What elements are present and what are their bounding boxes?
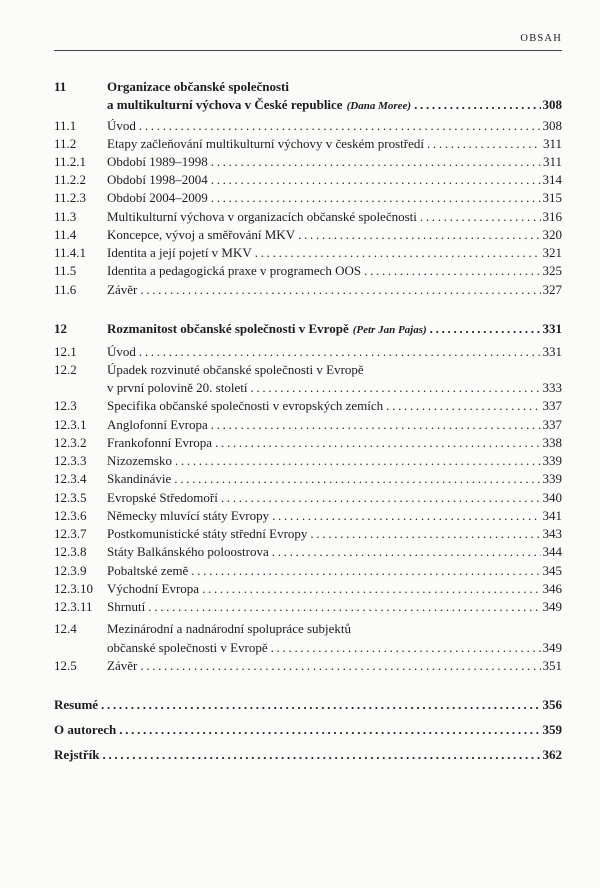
- dot-leader: [211, 189, 541, 207]
- toc-entry: [54, 320, 562, 338]
- section-title: Shrnutí: [107, 599, 146, 614]
- section-title: Organizace občanské společnosti: [107, 79, 289, 94]
- entry-body: [107, 416, 562, 434]
- section-number: 11.2: [54, 136, 77, 151]
- entry-body: [107, 470, 562, 488]
- section-title: Státy Balkánského poloostrova: [107, 544, 269, 559]
- toc-entry: [54, 171, 562, 189]
- entry-body: [107, 489, 562, 507]
- entry-body: [107, 189, 562, 207]
- section-title: Postkomunistické státy střední Evropy: [107, 526, 308, 541]
- toc-entry: [54, 262, 562, 280]
- page-number: 359: [542, 722, 562, 737]
- header-label: OBSAH: [520, 33, 562, 44]
- section-title: občanské společnosti v Evropě: [107, 640, 268, 655]
- entry-body: [54, 746, 562, 764]
- entry-body: [107, 657, 562, 675]
- section-title: O autorech: [54, 722, 117, 737]
- entry-body: [107, 598, 562, 616]
- section-number: 12: [54, 321, 67, 336]
- entry-body: [107, 244, 562, 262]
- dot-leader: [255, 244, 541, 262]
- entry-body: [54, 721, 562, 739]
- section-number: 12.4: [54, 621, 77, 636]
- section-number: 11.6: [54, 282, 77, 297]
- dot-leader: [221, 489, 541, 507]
- entry-body: [107, 262, 562, 280]
- dot-leader: [140, 657, 540, 675]
- page-number: 333: [542, 380, 562, 395]
- toc-entry: [54, 117, 562, 135]
- dot-leader: [386, 397, 540, 415]
- dot-leader: [215, 434, 540, 452]
- dot-leader: [119, 721, 540, 739]
- page-number: 339: [542, 453, 562, 468]
- section-number: 12.3.8: [54, 544, 87, 559]
- section-number: 11.2.3: [54, 190, 87, 205]
- page-number: 337: [542, 398, 562, 413]
- toc-entry: [54, 746, 562, 764]
- toc-entry: [54, 361, 562, 379]
- page-number: 311: [542, 136, 562, 151]
- section-title: a multikulturní výchova v České republice: [107, 97, 343, 112]
- page-number: 315: [542, 190, 562, 205]
- section-number: 12.1: [54, 344, 77, 359]
- section-title: Úvod: [107, 118, 136, 133]
- section-title: Rozmanitost občanské společnosti v Evropě: [107, 321, 349, 336]
- section-title: Úvod: [107, 344, 136, 359]
- toc-entry: [54, 416, 562, 434]
- section-title: Úpadek rozvinuté občanské společnosti v Evropě: [107, 362, 364, 377]
- section-title: Východní Evropa: [107, 581, 200, 596]
- toc-entry: [54, 580, 562, 598]
- section-title: Závěr: [107, 282, 138, 297]
- chapter-author: (Petr Jan Pajas): [352, 324, 427, 336]
- section-number: 11.4.1: [54, 245, 87, 260]
- page-number: 325: [542, 263, 562, 278]
- page-number: 337: [542, 417, 562, 432]
- dot-leader: [430, 320, 541, 338]
- page-number: 338: [542, 435, 562, 450]
- section-title: Období 1998–2004: [107, 172, 208, 187]
- entry-body: [107, 525, 562, 543]
- toc-entry: [54, 434, 562, 452]
- dot-leader: [250, 379, 540, 397]
- toc-entry: [54, 507, 562, 525]
- entry-body: [107, 397, 562, 415]
- dot-leader: [175, 452, 541, 470]
- page-number: 331: [542, 321, 562, 336]
- entry-body: [107, 452, 562, 470]
- dot-leader: [272, 543, 541, 561]
- entry-body: [107, 153, 562, 171]
- entry-body: [107, 562, 562, 580]
- entry-body: [107, 620, 562, 638]
- section-title: v první polovině 20. století: [107, 380, 248, 395]
- toc-entry: [54, 470, 562, 488]
- page-number: 362: [542, 747, 562, 762]
- page-number: 321: [542, 245, 562, 260]
- dot-leader: [139, 343, 541, 361]
- section-title: Evropské Středomoří: [107, 490, 218, 505]
- section-number: 11.1: [54, 118, 77, 133]
- toc-entry: [54, 153, 562, 171]
- toc-entry: [54, 598, 562, 616]
- page-number: 340: [542, 490, 562, 505]
- section-number: 12.3.9: [54, 563, 87, 578]
- section-title: Identita a její pojetí v MKV: [107, 245, 252, 260]
- page-number: 349: [542, 640, 562, 655]
- dot-leader: [211, 153, 541, 171]
- dot-leader: [414, 96, 540, 114]
- toc-entry: [54, 489, 562, 507]
- page-number: 345: [542, 563, 562, 578]
- section-title: Identita a pedagogická praxe v programech OOS: [107, 263, 362, 278]
- entry-body: [107, 434, 562, 452]
- running-header: [54, 30, 562, 51]
- entry-body: [107, 343, 562, 361]
- page-number: 311: [542, 154, 562, 169]
- dot-leader: [101, 696, 540, 714]
- dot-leader: [298, 226, 540, 244]
- entry-body: [107, 208, 562, 226]
- section-number: 12.3: [54, 398, 77, 413]
- entry-body: [107, 320, 562, 339]
- page-number: 316: [542, 209, 562, 224]
- entry-body: [107, 171, 562, 189]
- page-number: 346: [542, 581, 562, 596]
- toc-entry: [54, 696, 562, 714]
- page-number: 314: [542, 172, 562, 187]
- section-title: Etapy začleňování multikulturní výchovy v českém prostředí: [107, 136, 424, 151]
- entry-body: [107, 226, 562, 244]
- dot-leader: [211, 416, 541, 434]
- dot-leader: [139, 117, 541, 135]
- section-title: Koncepce, vývoj a směřování MKV: [107, 227, 296, 242]
- page-number: 308: [542, 97, 562, 112]
- page-number: 341: [542, 508, 562, 523]
- toc-entry: [54, 721, 562, 739]
- section-title: Období 1989–1998: [107, 154, 208, 169]
- dot-leader: [103, 746, 541, 764]
- toc-entry: [54, 452, 562, 470]
- section-number: 12.3.2: [54, 435, 87, 450]
- page-number: 356: [542, 697, 562, 712]
- page-number: 327: [542, 282, 562, 297]
- section-title: Rejstřík: [54, 747, 100, 762]
- entry-body: [107, 543, 562, 561]
- section-number: 12.2: [54, 362, 77, 377]
- section-number: 11.5: [54, 263, 77, 278]
- entry-body: [107, 507, 562, 525]
- toc-entry: [54, 343, 562, 361]
- section-number: 11: [54, 79, 67, 94]
- section-number: 12.3.4: [54, 471, 87, 486]
- section-title: Závěr: [107, 658, 138, 673]
- toc-entry: [54, 620, 562, 638]
- section-number: 12.3.1: [54, 417, 87, 432]
- section-title: Pobaltské země: [107, 563, 189, 578]
- toc-entry: [54, 226, 562, 244]
- toc-entry: [54, 281, 562, 299]
- section-title: Období 2004–2009: [107, 190, 208, 205]
- entry-body: [107, 580, 562, 598]
- toc-entry: [54, 543, 562, 561]
- section-number: 11.4: [54, 227, 77, 242]
- section-title: Nizozemsko: [107, 453, 172, 468]
- section-number: 11.2.2: [54, 172, 87, 187]
- page-number: 351: [542, 658, 562, 673]
- toc-entry: [54, 379, 562, 397]
- dot-leader: [140, 281, 540, 299]
- entry-body: [54, 696, 562, 714]
- section-number: 12.3.7: [54, 526, 87, 541]
- section-title: Anglofonní Evropa: [107, 417, 208, 432]
- entry-body: [107, 117, 562, 135]
- entry-body: [107, 379, 562, 397]
- toc-entry: [54, 639, 562, 657]
- section-title: Skandinávie: [107, 471, 172, 486]
- section-title: Mezinárodní a nadnárodní spolupráce subjektů: [107, 621, 352, 636]
- toc-entry: [54, 657, 562, 675]
- page-number: 308: [542, 118, 562, 133]
- dot-leader: [174, 470, 540, 488]
- section-number: 12.5: [54, 658, 77, 673]
- toc-entry: [54, 244, 562, 262]
- section-number: 12.3.11: [54, 599, 93, 614]
- toc-entry: [54, 96, 562, 114]
- dot-leader: [364, 262, 540, 280]
- dot-leader: [202, 580, 540, 598]
- page-number: 343: [542, 526, 562, 541]
- page-number: 349: [542, 599, 562, 614]
- dot-leader: [211, 171, 541, 189]
- toc-entry: [54, 208, 562, 226]
- toc-entry: [54, 562, 562, 580]
- dot-leader: [191, 562, 540, 580]
- page-number: 344: [542, 544, 562, 559]
- toc-entry: [54, 78, 562, 96]
- section-number: 12.3.6: [54, 508, 87, 523]
- dot-leader: [310, 525, 540, 543]
- toc-entry: [54, 397, 562, 415]
- toc-entry: [54, 525, 562, 543]
- toc-entry: [54, 135, 562, 153]
- toc-entry: [54, 189, 562, 207]
- chapter-author: (Dana Moree): [346, 100, 412, 112]
- section-number: 11.3: [54, 209, 77, 224]
- section-number: 11.2.1: [54, 154, 87, 169]
- dot-leader: [420, 208, 541, 226]
- entry-body: [107, 361, 562, 379]
- dot-leader: [148, 598, 540, 616]
- entry-body: [107, 639, 562, 657]
- section-title: Frankofonní Evropa: [107, 435, 213, 450]
- entry-body: [107, 281, 562, 299]
- section-title: Multikulturní výchova v organizacích občanské společnosti: [107, 209, 417, 224]
- dot-leader: [271, 639, 541, 657]
- section-number: 12.3.3: [54, 453, 87, 468]
- page-number: 320: [542, 227, 562, 242]
- section-number: 12.3.5: [54, 490, 87, 505]
- section-title: Specifika občanské společnosti v evropských zemích: [107, 398, 384, 413]
- section-title: Německy mluvící státy Evropy: [107, 508, 270, 523]
- entry-body: [107, 96, 562, 115]
- entry-body: [107, 78, 562, 96]
- section-title: Resumé: [54, 697, 99, 712]
- dot-leader: [427, 135, 541, 153]
- section-number: 12.3.10: [54, 581, 93, 596]
- entry-body: [107, 135, 562, 153]
- dot-leader: [272, 507, 540, 525]
- page-number: 331: [542, 344, 562, 359]
- page-number: 339: [542, 471, 562, 486]
